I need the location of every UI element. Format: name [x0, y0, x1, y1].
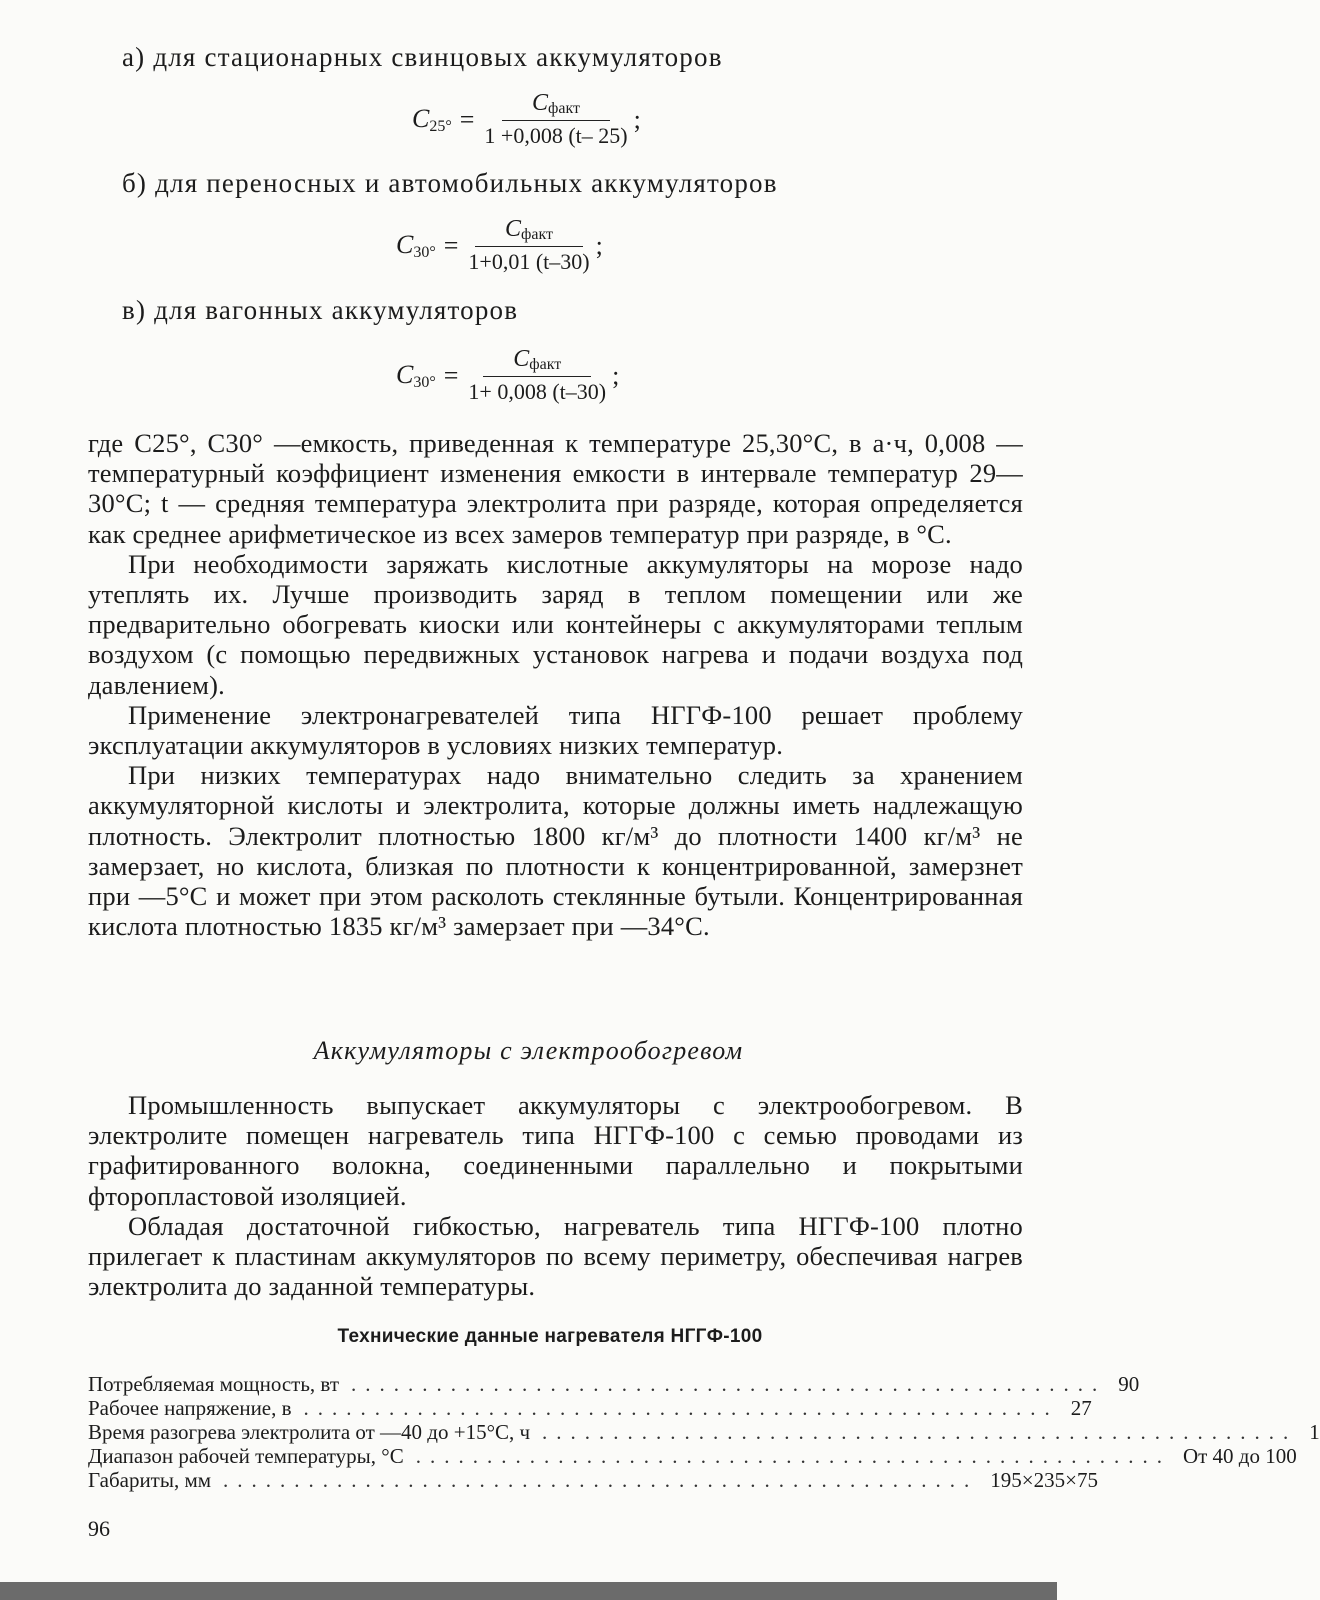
- formula-1: [412, 90, 641, 149]
- formula-1-lhs: $C_{25^\circ}$: [412, 103, 452, 135]
- leader-dots: .....................................................: [303, 1396, 1059, 1420]
- row-value: 1: [1309, 1420, 1320, 1444]
- paragraph-frost-charging: При необходимости заряжать кислотные аккумуляторы на морозе надо утеплять их. Лучше производить заряд в теплом помещении или же предварительно обогревать киоски или контейнеры с аккумуляторами теплым воздухом (с помощью передвижных установок нагрева и подачи воздуха под давлением).: [88, 548, 1023, 700]
- paragraph-flexibility: Обладая достаточной гибкостью, нагреватель типа НГГФ-100 плотно прилегает к пластинам аккумуляторов по всему периметру, обеспечивая нагрев электролита до заданной температуры.: [88, 1210, 1023, 1302]
- formula-3-denominator: 1+ 0,008 (t–30): [468, 379, 607, 404]
- formula-2-fraction: [468, 216, 589, 275]
- table-title: Технические данные нагревателя НГГФ-100: [337, 1326, 763, 1347]
- row-label: Диапазон рабочей температуры, °C: [88, 1444, 404, 1468]
- row-label: Время разогрева электролита от —40 до +15°C, ч: [88, 1420, 531, 1444]
- formula-3: [396, 346, 619, 405]
- formula-1-denominator: 1 +0,008 (t– 25): [484, 123, 628, 148]
- table-row: [88, 1444, 1297, 1468]
- row-label: Рабочее напряжение, в: [88, 1396, 292, 1420]
- formula-1-numerator: $C_{факт}$: [502, 90, 610, 121]
- formula-1-end: ;: [633, 104, 641, 134]
- table-row: [88, 1468, 1098, 1492]
- formula-2-numerator: $C_{факт}$: [475, 216, 583, 247]
- scan-edge-bar: [0, 1582, 1057, 1600]
- paragraph-acid-storage: При низких температурах надо внимательно следить за хранением аккумуляторной кислоты и электролита, которые должны иметь надлежащую плотность. Электролит плотностью 1800 кг/м³ до плотности 1400 кг/м³ не замерзает, но кислота, близкая по плотности к концентрированной, замерзнет при —5°C и может при этом расколоть стеклянные бутыли. Концентрированная кислота плотностью 1835 кг/м³ замерзает при —34°C.: [88, 760, 1023, 942]
- row-value: 195×235×75: [990, 1468, 1098, 1492]
- table-row: [88, 1396, 1092, 1420]
- formula-2-lhs: $C_{30^\circ}$: [396, 229, 436, 261]
- row-label: Габариты, мм: [88, 1468, 212, 1492]
- formula-2-eq: =: [443, 230, 459, 260]
- formula-3-numerator: $C_{факт}$: [483, 346, 591, 377]
- formula-3-fraction: [468, 346, 606, 405]
- row-label: Потребляемая мощность, вт: [88, 1372, 340, 1396]
- formula-1-fraction: [484, 90, 627, 149]
- spec-table: [88, 1372, 1320, 1492]
- leader-dots: .....................................................: [223, 1468, 979, 1492]
- item-a: а) для стационарных свинцовых аккумуляторов: [122, 42, 723, 72]
- row-value: От 40 до 100: [1182, 1444, 1297, 1468]
- formula-2-denominator: 1+0,01 (t–30): [468, 249, 590, 274]
- formula-2-end: ;: [595, 230, 603, 260]
- page-number: 96: [88, 1516, 110, 1541]
- formula-3-end: ;: [612, 360, 620, 390]
- formula-3-eq: =: [443, 360, 459, 390]
- paragraph-heaters: Применение электронагревателей типа НГГФ-100 решает проблему эксплуатации аккумуляторов в условиях низких температур.: [88, 699, 1023, 761]
- formula-1-eq: =: [459, 104, 475, 134]
- table-row: [88, 1420, 1320, 1444]
- item-c: в) для вагонных аккумуляторов: [122, 295, 519, 325]
- formula-2: [396, 216, 603, 275]
- paragraph-industry: Промышленность выпускает аккумуляторы с электрообогревом. В электролите помещен нагреватель типа НГГФ-100 с семью проводами из графитированного волокна, соединенными параллельно и покрытыми фторопластовой изоляцией.: [88, 1090, 1023, 1211]
- leader-dots: .....................................................: [542, 1420, 1298, 1444]
- item-b: б) для переносных и автомобильных аккумуляторов: [122, 168, 778, 198]
- row-value: 90: [1118, 1372, 1140, 1396]
- section-text: [88, 1090, 1023, 1301]
- row-value: 27: [1070, 1396, 1092, 1420]
- body-text: [88, 428, 1023, 941]
- formula-3-lhs: $C_{30^\circ}$: [396, 359, 436, 391]
- section-heading: Аккумуляторы с электрообогревом: [313, 1036, 744, 1065]
- paragraph-definitions: где C25°, C30° —емкость, приведенная к температуре 25,30°C, в а·ч, 0,008 — температурный коэффициент изменения емкости в интервале температур 29—30°C; t — средняя температура электролита при разряде, которая определяется как среднее арифметическое из всех замеров температур при разряде, в °C.: [88, 428, 1023, 549]
- leader-dots: .....................................................: [415, 1444, 1171, 1468]
- table-row: [88, 1372, 1140, 1396]
- leader-dots: .....................................................: [351, 1372, 1107, 1396]
